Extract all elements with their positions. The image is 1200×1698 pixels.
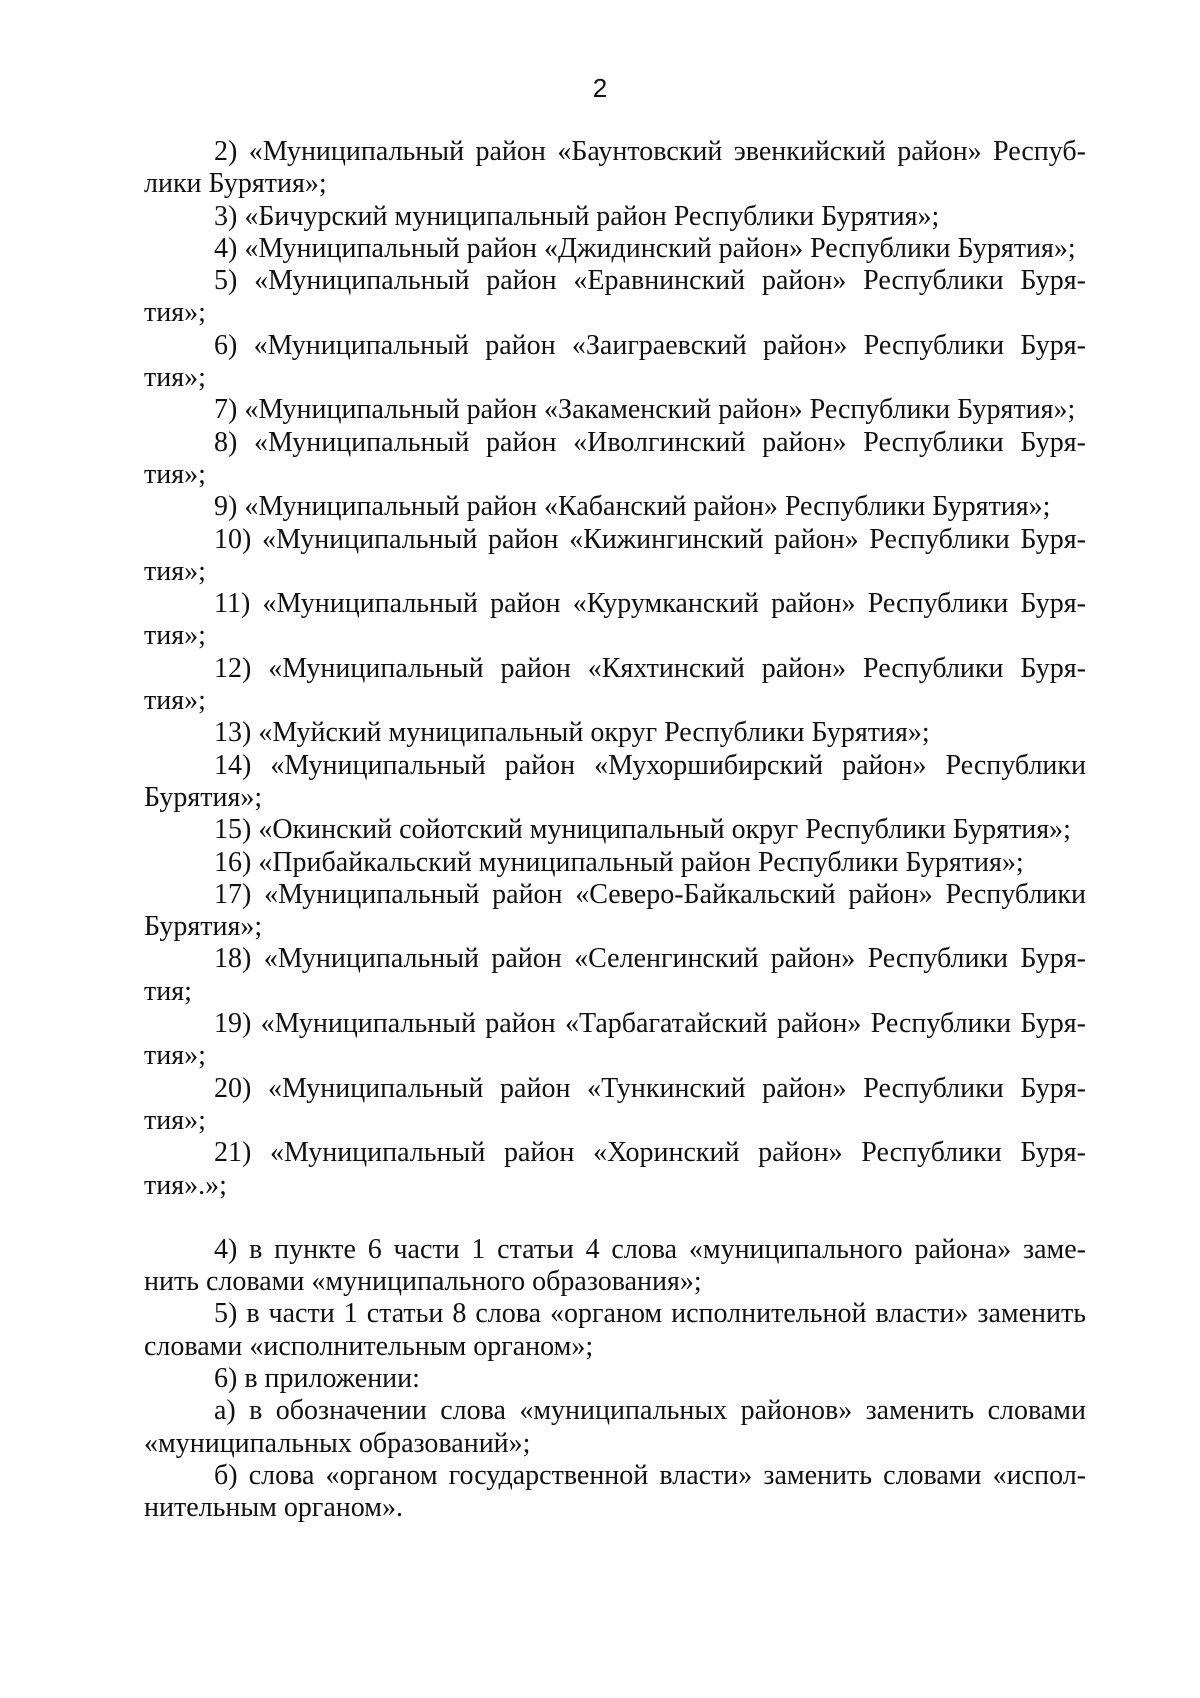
list-item	[144, 233, 1086, 265]
text-line: тия»;	[144, 458, 206, 490]
list-item	[144, 491, 1086, 523]
text-line: б) слова «органом государственной власти» заменить словами «испол-	[214, 1459, 1086, 1491]
list-item	[144, 588, 1086, 653]
amendment-item	[144, 1363, 1086, 1395]
list-item	[144, 427, 1086, 492]
text-line: Бурятия»;	[144, 911, 263, 943]
list-item	[144, 136, 1086, 201]
text-line: тия»;	[144, 297, 206, 329]
text-line: 4) в пункте 6 части 1 статьи 4 слова «муниципального района» заме-	[214, 1233, 1086, 1265]
text-line: нить словами «муниципального образования»;	[144, 1266, 702, 1298]
amendments-list	[144, 1234, 1086, 1525]
text-line: 17) «Муниципальный район «Северо-Байкальский район» Республики	[214, 878, 1086, 910]
text-line: 20) «Муниципальный район «Тункинский район» Республики Буря-	[214, 1072, 1086, 1104]
text-line: 6) в приложении:	[214, 1362, 420, 1394]
text-line: 12) «Муниципальный район «Кяхтинский район» Республики Буря-	[214, 652, 1086, 684]
list-item	[144, 653, 1086, 718]
text-line: нительным органом».	[144, 1492, 403, 1524]
text-line: 13) «Муйский муниципальный округ Республики Бурятия»;	[214, 717, 930, 749]
list-item	[144, 1073, 1086, 1138]
document-body	[144, 136, 1086, 1524]
text-line: 14) «Муниципальный район «Мухоршибирский район» Республики	[214, 749, 1086, 781]
text-line: 21) «Муниципальный район «Хоринский район» Республики Буря-	[214, 1137, 1086, 1169]
text-line: тия»;	[144, 620, 206, 652]
list-item	[144, 265, 1086, 330]
list-item	[144, 1137, 1086, 1202]
text-line: тия».»;	[144, 1169, 227, 1201]
list-item	[144, 879, 1086, 944]
text-line: тия»;	[144, 555, 206, 587]
page-number: 2	[592, 73, 608, 103]
text-line: 9) «Муниципальный район «Кабанский район» Республики Бурятия»;	[214, 491, 1051, 523]
text-line: тия;	[144, 975, 192, 1007]
amendment-item	[144, 1298, 1086, 1363]
text-line: «муниципальных образований»;	[144, 1427, 531, 1459]
text-line: тия»;	[144, 685, 206, 717]
text-line: тия»;	[144, 1104, 206, 1136]
text-line: тия»;	[144, 1040, 206, 1072]
text-line: словами «исполнительным органом»;	[144, 1330, 594, 1362]
list-item	[144, 943, 1086, 1008]
text-line: лики Бурятия»;	[144, 168, 327, 200]
list-item	[144, 524, 1086, 589]
text-line: 3) «Бичурский муниципальный район Республики Бурятия»;	[214, 200, 940, 232]
text-line: 5) «Муниципальный район «Еравнинский район» Республики Буря-	[214, 265, 1086, 297]
list-item	[144, 814, 1086, 846]
municipality-list	[144, 136, 1086, 1202]
list-item	[144, 201, 1086, 233]
text-line: 18) «Муниципальный район «Селенгинский район» Республики Буря-	[214, 943, 1086, 975]
list-item	[144, 330, 1086, 395]
paragraph-gap	[144, 1202, 1086, 1234]
text-line: 8) «Муниципальный район «Иволгинский район» Республики Буря-	[214, 426, 1086, 458]
text-line: 16) «Прибайкальский муниципальный район Республики Бурятия»;	[214, 846, 1024, 878]
text-line: 2) «Муниципальный район «Баунтовский эвенкийский район» Респуб-	[214, 136, 1086, 167]
list-item	[144, 717, 1086, 749]
list-item	[144, 1008, 1086, 1073]
text-line: тия»;	[144, 362, 206, 394]
amendment-item	[144, 1460, 1086, 1525]
text-line: 19) «Муниципальный район «Тарбагатайский район» Республики Буря-	[214, 1008, 1086, 1040]
text-line: 10) «Муниципальный район «Кижингинский район» Республики Буря-	[214, 523, 1086, 555]
text-line: 7) «Муниципальный район «Закаменский район» Республики Бурятия»;	[214, 394, 1076, 426]
list-item	[144, 394, 1086, 426]
text-line: а) в обозначении слова «муниципальных районов» заменить словами	[214, 1395, 1086, 1427]
text-line: 4) «Муниципальный район «Джидинский район» Республики Бурятия»;	[214, 232, 1076, 264]
amendment-item	[144, 1234, 1086, 1299]
list-item	[144, 750, 1086, 815]
text-line: Бурятия»;	[144, 781, 263, 813]
list-item	[144, 847, 1086, 879]
text-line: 15) «Окинский сойотский муниципальный округ Республики Бурятия»;	[214, 814, 1071, 846]
text-line: 5) в части 1 статьи 8 слова «органом исполнительной власти» заменить	[214, 1298, 1086, 1330]
text-line: 11) «Муниципальный район «Курумканский район» Республики Буря-	[214, 588, 1086, 620]
amendment-item	[144, 1395, 1086, 1460]
text-line: 6) «Муниципальный район «Заиграевский район» Республики Буря-	[214, 329, 1086, 361]
